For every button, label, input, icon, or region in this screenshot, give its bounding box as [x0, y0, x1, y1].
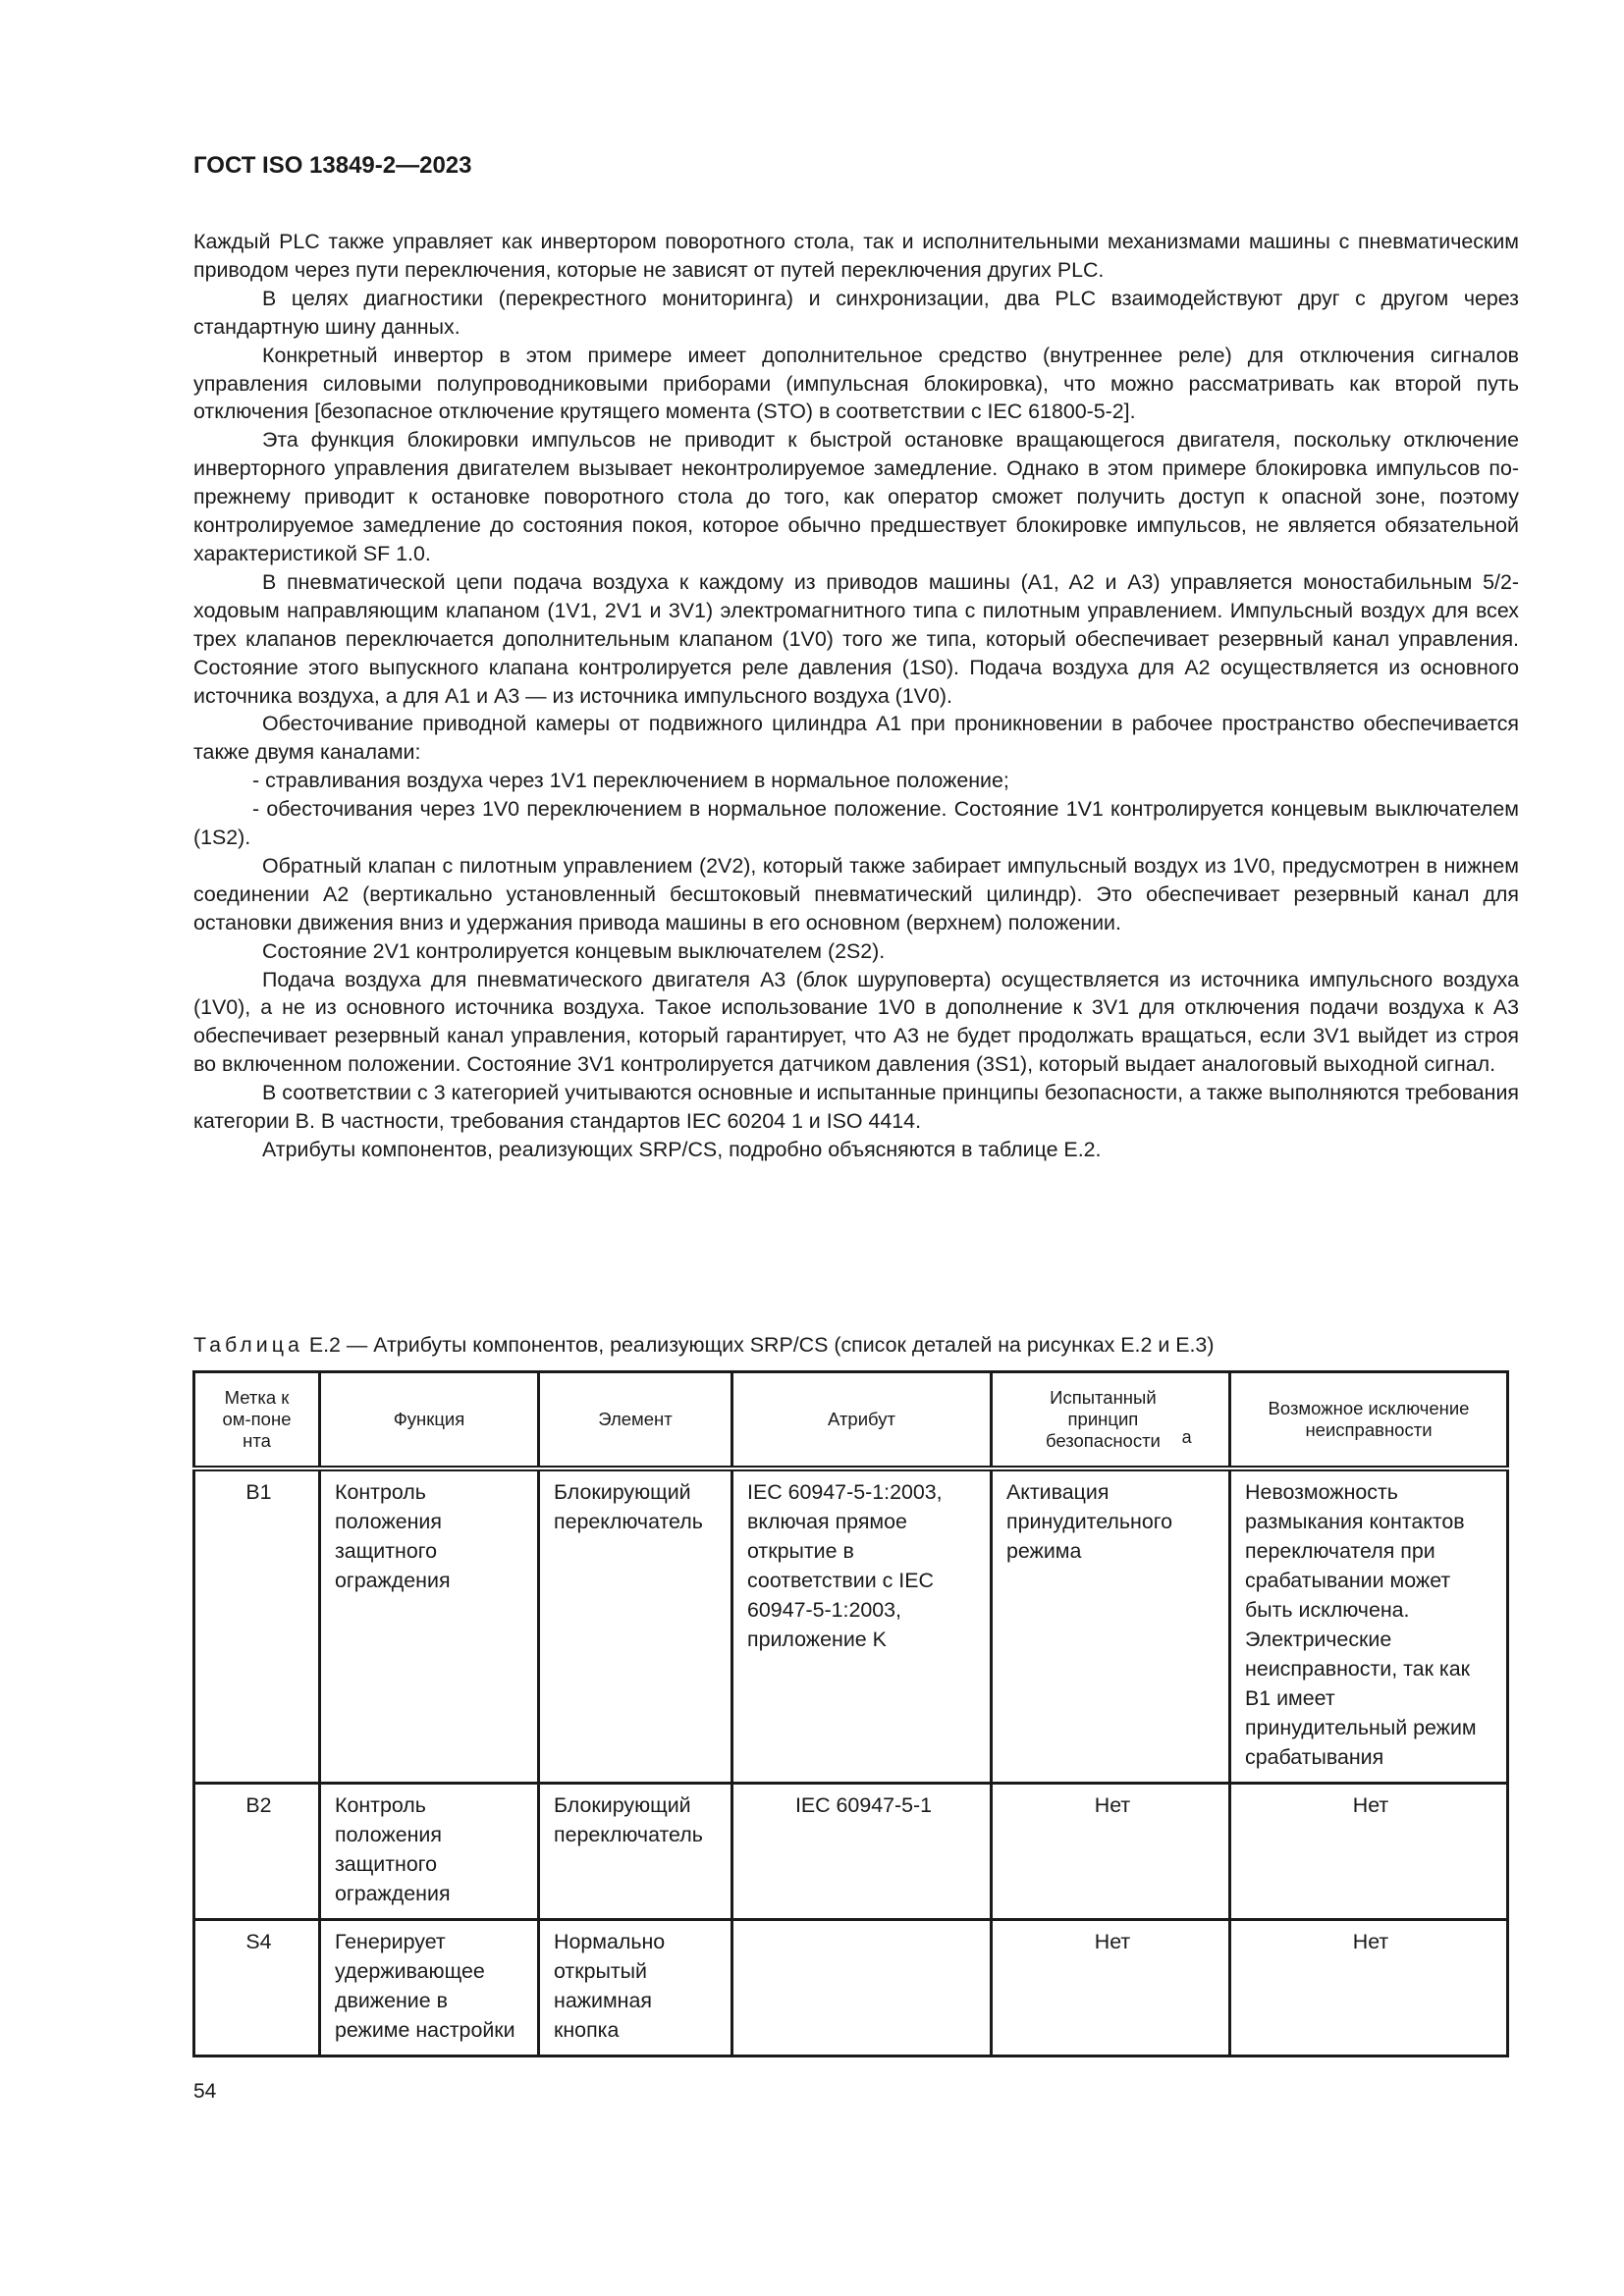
- cell-label: B1: [194, 1468, 320, 1784]
- paragraph: В соответствии с 3 категорией учитываются основные и испытанные принципы безопасности, а также выполняются требования категории B. В частности, требования стандартов IEC 60204 1 и ISO 4414.: [193, 1081, 1519, 1134]
- body-text: [193, 228, 1519, 1164]
- table-caption: [193, 1331, 1214, 1359]
- column-header-attribute: Атрибут: [732, 1372, 992, 1469]
- paragraph: В пневматической цепи подача воздуха к каждому из приводов машины (A1, A2 и A3) управляется моностабильным 5/2-ходовым направляющим клапаном (1V1, 2V1 и 3V1) электромагнитного типа с пилотным управлением. Импульсный воздух для всех трех клапанов переключается дополнительным клапаном (1V0) того же типа, который обеспечивает резервный канал управления. Состояние этого выпускного клапана контролируется реле давления (1S0). Подача воздуха для A2 осуществляется из основного источника воздуха, а для A1 и A3 — из источника импульсного воздуха (1V0).: [193, 569, 1519, 708]
- table-header-row: [194, 1372, 1508, 1469]
- footnote-marker: a: [1181, 1427, 1192, 1447]
- paragraph: Эта функция блокировки импульсов не приводит к быстрой остановке вращающегося двигателя, поскольку отключение инверторного управления двигателем вызывает неконтролируемое замедление. Однако в этом примере блокировка импульсов по-прежнему приводит к остановке поворотного стола до того, как оператор сможет получить доступ к опасной зоне, поэтому контролируемое замедление до состояния покоя, которое обычно предшествует блокировке импульсов, не является обязательной характеристикой SF 1.0.: [193, 428, 1519, 565]
- cell-principle: Активация принудительного режима: [992, 1468, 1230, 1784]
- paragraph: Подача воздуха для пневматического двигателя A3 (блок шуруповерта) осуществляется из источника импульсного воздуха (1V0), а не из основного источника воздуха. Такое использование 1V0 в дополнение к 3V1 для отключения подачи воздуха к A3 обеспечивает резервный канал управления, который гарантирует, что A3 не будет продолжать вращаться, если 3V1 выйдет из строя во включенном положении. Состояние 3V1 контролируется датчиком давления (3S1), который выдает аналоговый выходной сигнал.: [193, 967, 1519, 1077]
- cell-element: Блокирующий переключатель: [539, 1784, 732, 1920]
- cell-label: B2: [194, 1784, 320, 1920]
- cell-exclusion: Нет: [1230, 1920, 1508, 2056]
- table-row: [194, 1920, 1508, 2056]
- paragraph: Состояние 2V1 контролируется концевым выключателем (2S2).: [262, 938, 886, 963]
- paragraph: Обратный клапан с пилотным управлением (2V2), который также забирает импульсный воздух из 1V0, предусмотрен в нижнем соединении A2 (вертикально установленный бесштоковый пневматический цилиндр). Это обеспечивает резервный канал для остановки движения вниз и удержания привода машины в его основном (верхнем) положении.: [193, 853, 1519, 934]
- cell-attribute: [732, 1920, 992, 2056]
- cell-element: Нормально открытый нажимная кнопка: [539, 1920, 732, 2056]
- column-header-text: Возможное исключение неисправности: [1268, 1398, 1470, 1440]
- list-item: - стравливания воздуха через 1V1 переключением в нормальное положение;: [252, 769, 1009, 793]
- attributes-table: [192, 1370, 1509, 2057]
- column-header-element: Элемент: [539, 1372, 732, 1469]
- page-number: 54: [193, 2080, 217, 2103]
- paragraph: Атрибуты компонентов, реализующих SRP/CS, подробно объясняются в таблице E.2.: [262, 1138, 1102, 1161]
- cell-function: Контроль положения защитного ограждения: [320, 1784, 539, 1920]
- document-header: ГОСТ ISO 13849-2—2023: [193, 152, 472, 179]
- cell-function: Генерирует удерживающее движение в режиме настройки: [320, 1920, 539, 2056]
- column-header-function: Функция: [320, 1372, 539, 1469]
- table-caption-text: E.2 — Атрибуты компонентов, реализующих SRP/CS (список деталей на рисунках E.2 и E.3): [302, 1333, 1215, 1357]
- cell-attribute: IEC 60947-5-1:2003, включая прямое открытие в соответствии с IEC 60947-5-1:2003, приложение K: [732, 1468, 992, 1784]
- table-row: [194, 1784, 1508, 1920]
- cell-exclusion: Нет: [1230, 1784, 1508, 1920]
- paragraph: В целях диагностики (перекрестного мониторинга) и синхронизации, два PLC взаимодействуют друг с другом через стандартную шину данных.: [193, 286, 1519, 339]
- column-header-text: Испытанный принцип безопасности: [1045, 1387, 1161, 1451]
- paragraph: Обесточивание приводной камеры от подвижного цилиндра A1 при проникновении в рабочее пространство обеспечивается также двумя каналами:: [193, 712, 1519, 765]
- cell-function: Контроль положения защитного ограждения: [320, 1468, 539, 1784]
- column-header-label: [194, 1372, 320, 1469]
- cell-element: Блокирующий переключатель: [539, 1468, 732, 1784]
- column-header-text: Метка ком-понента: [222, 1387, 292, 1451]
- cell-principle: Нет: [992, 1920, 1230, 2056]
- cell-principle: Нет: [992, 1784, 1230, 1920]
- column-header-exclusion: [1230, 1372, 1508, 1469]
- list-item: - обесточивания через 1V0 переключением в нормальное положение. Состояние 1V1 контролируется концевым выключателем (1S2).: [193, 797, 1519, 850]
- cell-label: S4: [194, 1920, 320, 2056]
- cell-exclusion: Невозможность размыкания контактов переключателя при срабатывании может быть исключена. Электрические неисправности, так как B1 имеет принудительный режим срабатывания: [1230, 1468, 1508, 1784]
- column-header-principle: [992, 1372, 1230, 1469]
- table-caption-label: Таблица: [193, 1333, 303, 1357]
- paragraph: Каждый PLC также управляет как инвертором поворотного стола, так и исполнительными механизмами машины с пневматическим приводом через пути переключения, которые не зависят от путей переключения других PLC.: [193, 230, 1519, 282]
- cell-attribute: IEC 60947-5-1: [732, 1784, 992, 1920]
- table-row: [194, 1468, 1508, 1784]
- paragraph: Конкретный инвертор в этом примере имеет дополнительное средство (внутреннее реле) для отключения сигналов управления силовыми полупроводниковыми приборами (импульсная блокировка), что можно рассматривать как второй путь отключения [безопасное отключение крутящего момента (STO) в соответствии с IEC 61800-5-2].: [193, 343, 1519, 424]
